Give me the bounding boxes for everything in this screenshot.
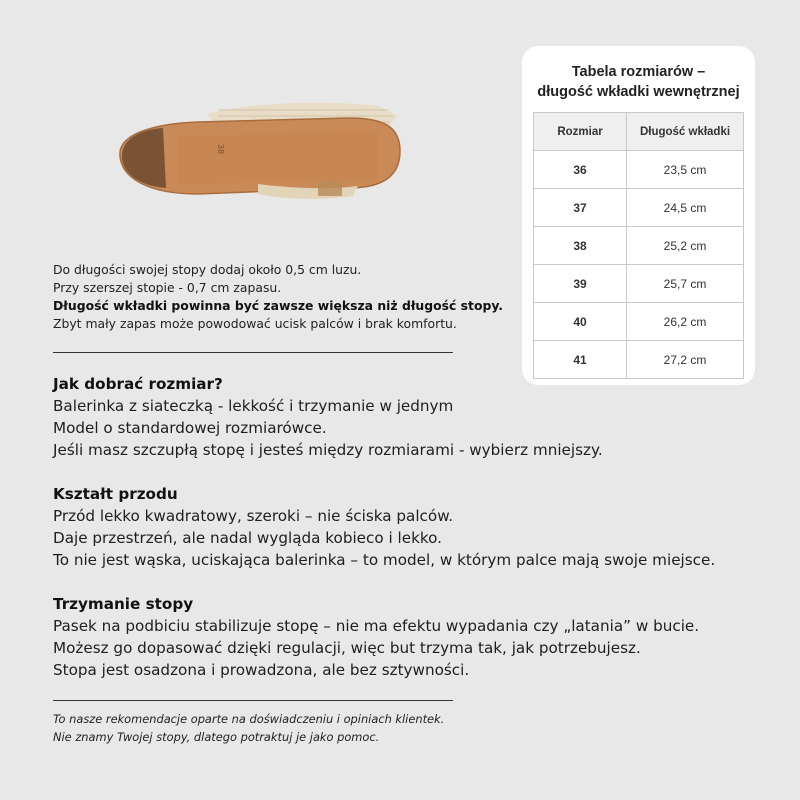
size-table-card: [522, 46, 755, 385]
length-cell: 24,5 cm: [627, 189, 744, 227]
disclaimer-line: To nasze rekomendacje oparte na doświadczeniu i opiniach klientek.: [53, 712, 445, 726]
section-line: Daje przestrzeń, ale nadal wygląda kobieco i lekko.: [53, 529, 443, 547]
section-line: Stopa jest osadzona i prowadzona, ale bez sztywności.: [53, 661, 470, 679]
size-cell: 41: [534, 341, 627, 379]
sizing-note: [53, 261, 523, 333]
size-cell: 38: [534, 227, 627, 265]
size-table-title-line: Tabela rozmiarów –: [571, 64, 706, 80]
heel: [122, 128, 166, 188]
size-cell: 39: [534, 265, 627, 303]
column-header-length: Długość wkładki: [627, 113, 744, 151]
section-foot-hold: [53, 593, 773, 681]
length-cell: 25,7 cm: [627, 265, 744, 303]
section-heading: Kształt przodu: [53, 485, 178, 503]
size-table: [533, 112, 744, 379]
section-line: Model o standardowej rozmiarówce.: [53, 419, 327, 437]
size-mark: 38: [216, 144, 225, 155]
size-cell: 37: [534, 189, 627, 227]
shoe-sole-image: [108, 96, 418, 206]
section-line: Pasek na podbiciu stabilizuje stopę – nie ma efektu wypadania czy „latania” w bucie.: [53, 617, 700, 635]
note-line: Do długości swojej stopy dodaj około 0,5 cm luzu.: [53, 262, 362, 277]
size-table-title-line: długość wkładki wewnętrznej: [537, 84, 740, 100]
size-cell: 40: [534, 303, 627, 341]
length-cell: 27,2 cm: [627, 341, 744, 379]
section-line: Przód lekko kwadratowy, szeroki – nie ściska palców.: [53, 507, 454, 525]
section-line: Balerinka z siateczką - lekkość i trzymanie w jednym: [53, 397, 454, 415]
table-row: [534, 151, 744, 189]
length-cell: 26,2 cm: [627, 303, 744, 341]
table-header-row: [534, 113, 744, 151]
section-heading: Jak dobrać rozmiar?: [53, 375, 223, 393]
column-header-size: Rozmiar: [534, 113, 627, 151]
note-line: Zbyt mały zapas może powodować ucisk palców i brak komfortu.: [53, 316, 457, 331]
divider: [53, 352, 453, 353]
section-heading: Trzymanie stopy: [53, 595, 194, 613]
section-line: Możesz go dopasować dzięki regulacji, więc but trzyma tak, jak potrzebujesz.: [53, 639, 641, 657]
length-cell: 23,5 cm: [627, 151, 744, 189]
note-line: Przy szerszej stopie - 0,7 cm zapasu.: [53, 280, 282, 295]
table-row: [534, 265, 744, 303]
table-row: [534, 341, 744, 379]
section-line: To nie jest wąska, uciskająca balerinka – to model, w którym palce mają swoje miejsce.: [53, 551, 716, 569]
section-toe-shape: [53, 483, 773, 571]
size-cell: 36: [534, 151, 627, 189]
length-cell: 25,2 cm: [627, 227, 744, 265]
section-line: Jeśli masz szczupłą stopę i jesteś między rozmiarami - wybierz mniejszy.: [53, 441, 603, 459]
table-row: [534, 303, 744, 341]
divider: [53, 700, 453, 701]
table-row: [534, 189, 744, 227]
size-table-title: [522, 62, 755, 102]
table-row: [534, 227, 744, 265]
note-line-bold: Długość wkładki powinna być zawsze większa niż długość stopy.: [53, 298, 503, 313]
section-size-choice: [53, 373, 773, 461]
disclaimer-line: Nie znamy Twojej stopy, dlatego potraktuj je jako pomoc.: [53, 730, 380, 744]
disclaimer: [53, 710, 444, 746]
